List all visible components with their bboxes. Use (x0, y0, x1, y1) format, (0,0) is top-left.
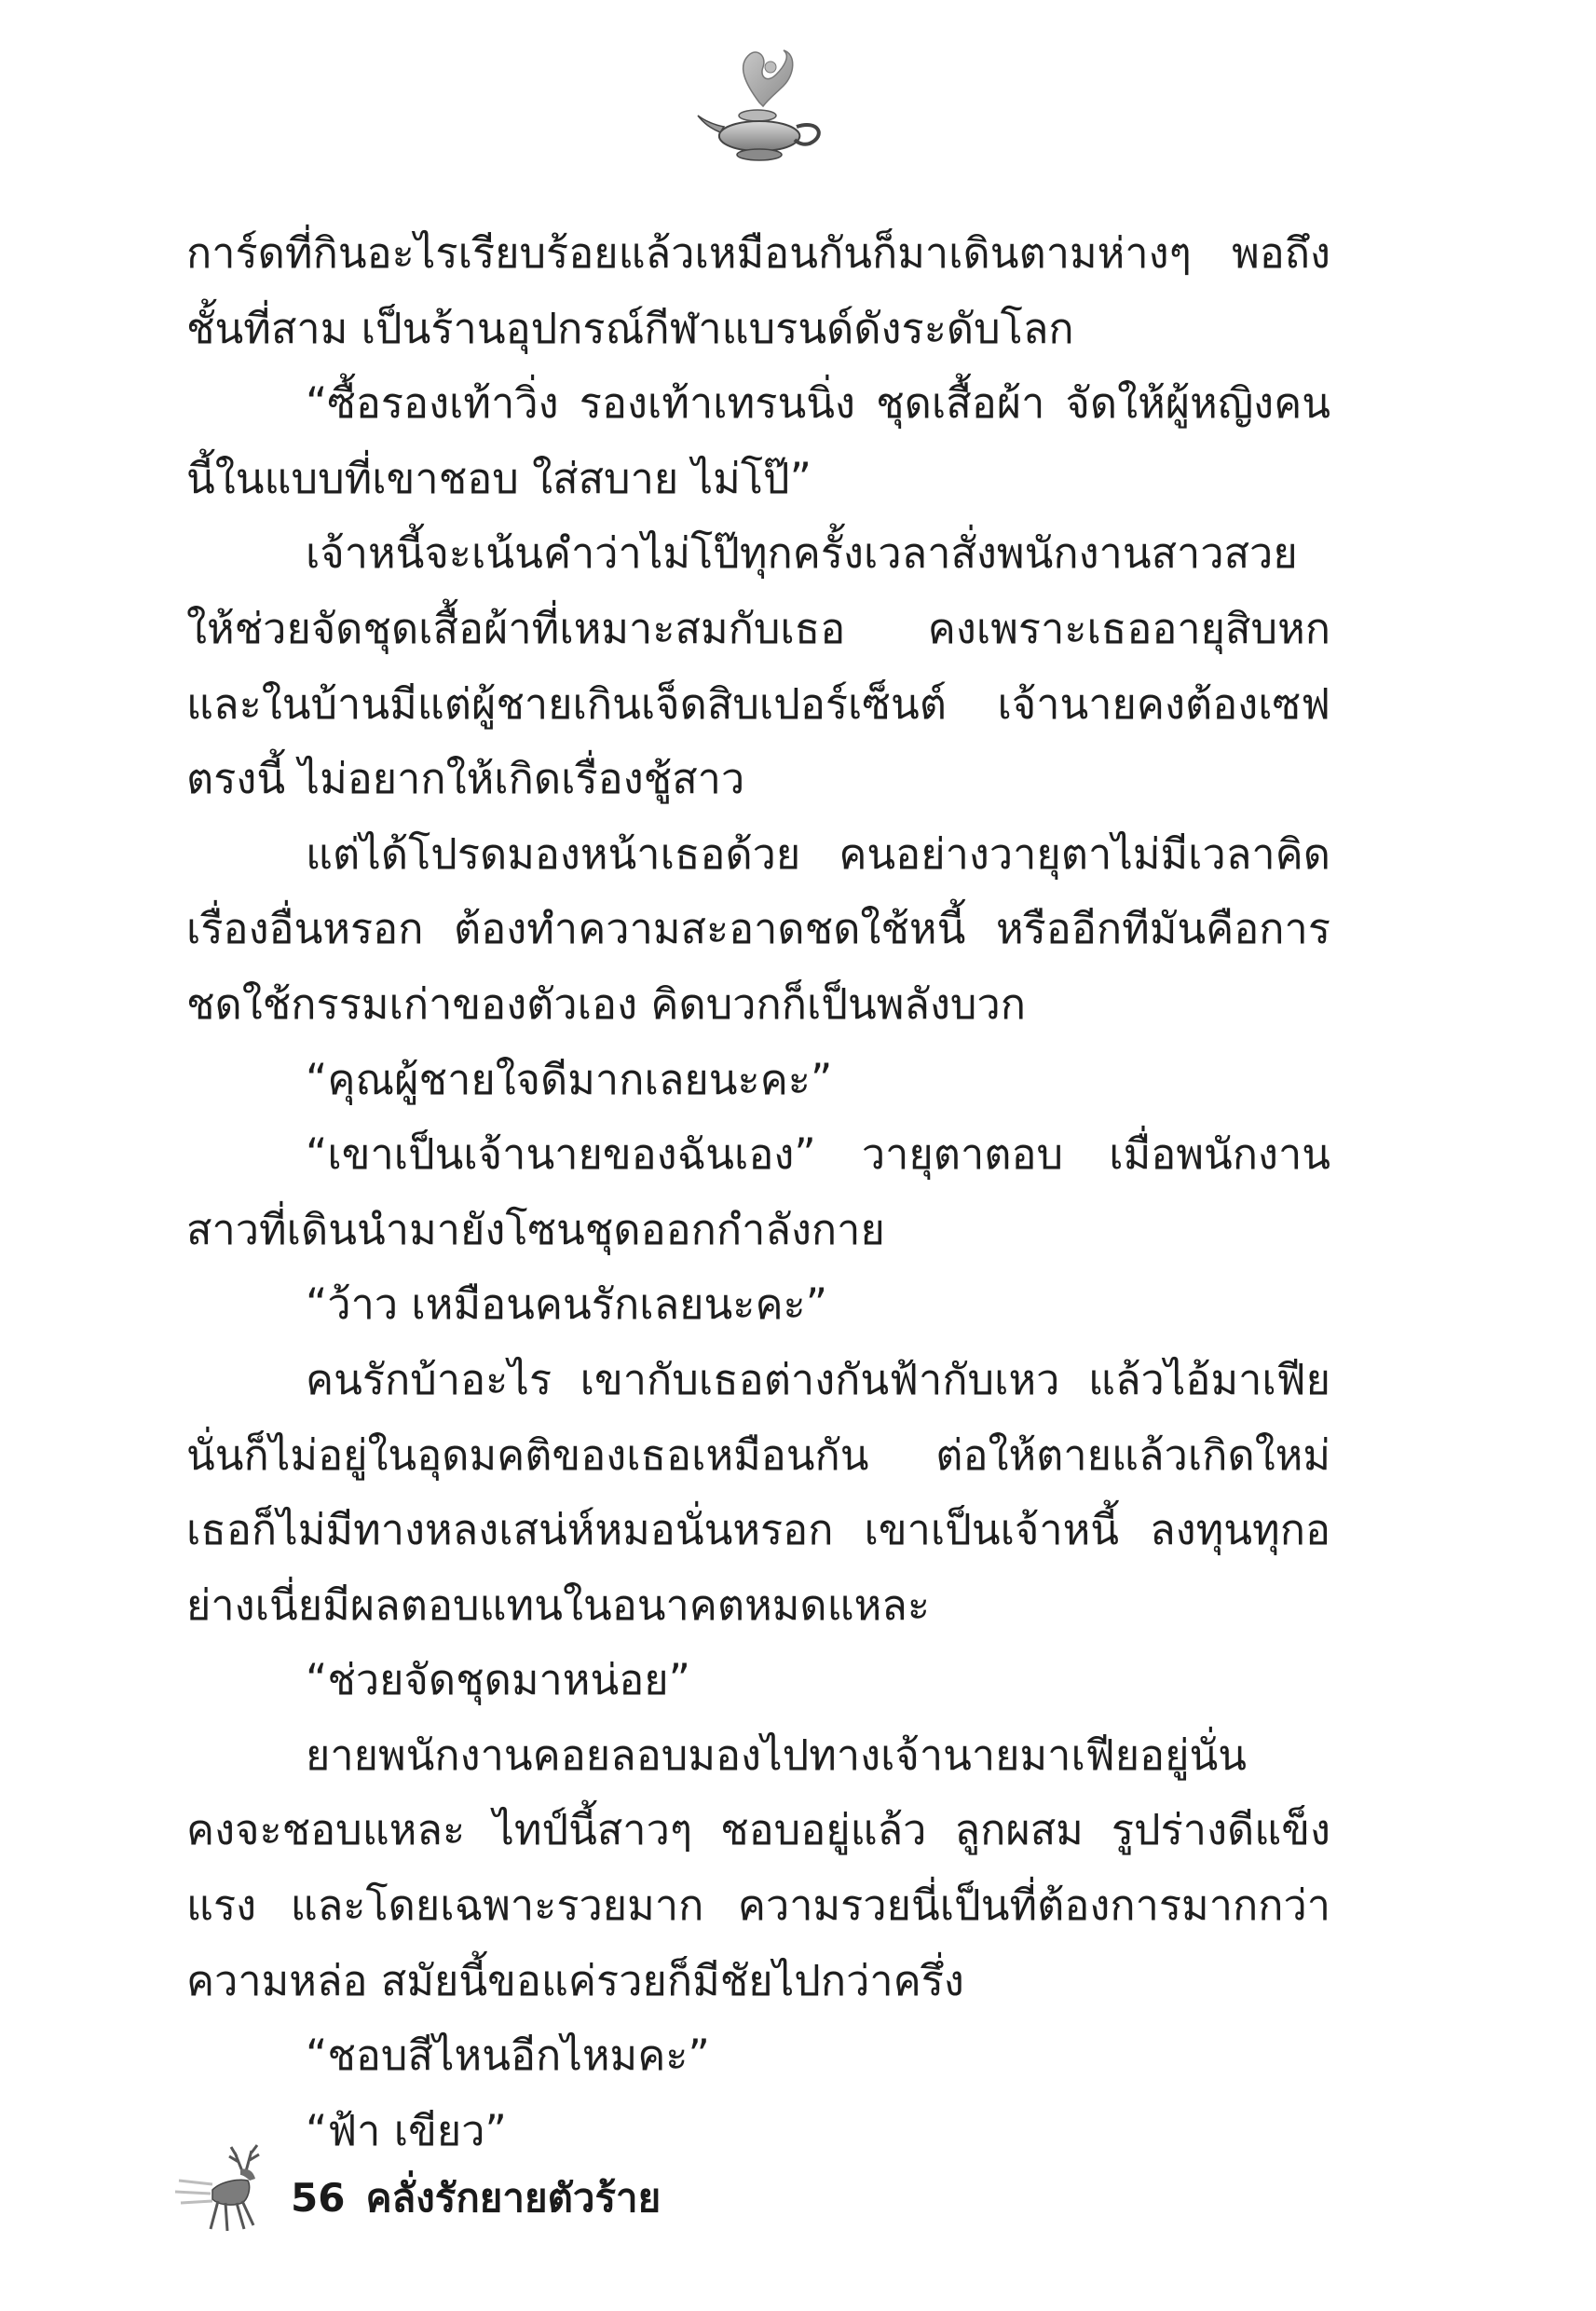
paragraph: “ซื้อรองเท้าวิ่ง รองเท้าเทรนนิ่ง ชุดเสื้อผ้า จัดให้ผู้หญิงคนนี้ในแบบที่เขาชอบ ใส่สบาย ไม่โป๊” (186, 378, 1330, 503)
page-number: 56 (291, 2175, 346, 2221)
paragraph: “ช่วยจัดชุดมาหน่อย” (306, 1655, 690, 1705)
paragraph: ยายพนักงานคอยลอบมองไปทางเจ้านายมาเฟียอยู่นั่น คงจะชอบแหละ ไทป์นี้สาวๆ ชอบอยู่แล้ว ลูกผสม รูปร่างดีแข็งแรง และโดยเฉพาะรวยมาก ความรวยนี่เป็นที่ต้องการมากกว่าความหล่อ สมัยนี้ขอแค่รวยก็มีชัยไปกว่าครึ่ง (186, 1730, 1330, 2005)
paragraph: “ชอบสีไหนอีกไหมคะ” (306, 2031, 710, 2081)
book-title: คลั่งรักยายตัวร้าย (365, 2175, 662, 2221)
paragraph: แต่ได้โปรดมองหน้าเธอด้วย คนอย่างวายุตาไม่มีเวลาคิดเรื่องอื่นหรอก ต้องทำความสะอาดชดใช้หนี้ หรืออีกทีมันคือการชดใช้กรรมเก่าของตัวเอง คิดบวกก็เป็นพลังบวก (186, 828, 1330, 1029)
paragraph: “คุณผู้ชายใจดีมากเลยนะคะ” (306, 1054, 833, 1104)
paragraph: “เขาเป็นเจ้านายของฉันเอง” วายุตาตอบ เมื่อพนักงานสาวที่เดินนำมายังโซนชุดออกกำลังกาย (186, 1129, 1330, 1254)
footer-caption (291, 2167, 661, 2229)
genie-lamp-icon (694, 47, 834, 168)
deer-icon (175, 2143, 287, 2236)
paragraph: คนรักบ้าอะไร เขากับเธอต่างกันฟ้ากับเหว แล้วไอ้มาเฟียนั่นก็ไม่อยู่ในอุดมคติของเธอเหมือนกัน ต่อให้ตายแล้วเกิดใหม่เธอก็ไม่มีทางหลงเสน่ห์หมอนั่นหรอก เขาเป็นเจ้าหนี้ ลงทุนทุกอย่างเนี่ยมีผลตอบแทนในอนาคตหมดแหละ (186, 1354, 1330, 1630)
page-footer (175, 2143, 827, 2236)
paragraph: เจ้าหนี้จะเน้นคำว่าไม่โป๊ทุกครั้งเวลาสั่งพนักงานสาวสวยให้ช่วยจัดชุดเสื้อผ้าที่เหมาะสมกับเธอ คงเพราะเธออายุสิบหก และในบ้านมีแต่ผู้ชายเกินเจ็ดสิบเปอร์เซ็นต์ เจ้านายคงต้องเซฟตรงนี้ ไม่อยากให้เกิดเรื่องชู้สาว (186, 528, 1330, 804)
paragraph: การ์ดที่กินอะไรเรียบร้อยแล้วเหมือนกันก็มาเดินตามห่างๆ พอถึงชั้นที่สาม เป็นร้านอุปกรณ์กีฬาแบรนด์ดังระดับโลก (186, 228, 1330, 353)
paragraph: “ว้าว เหมือนคนรักเลยนะคะ” (306, 1279, 828, 1330)
page-body (186, 216, 1330, 2168)
paragraph: “ฟ้า เขียว” (306, 2105, 507, 2155)
